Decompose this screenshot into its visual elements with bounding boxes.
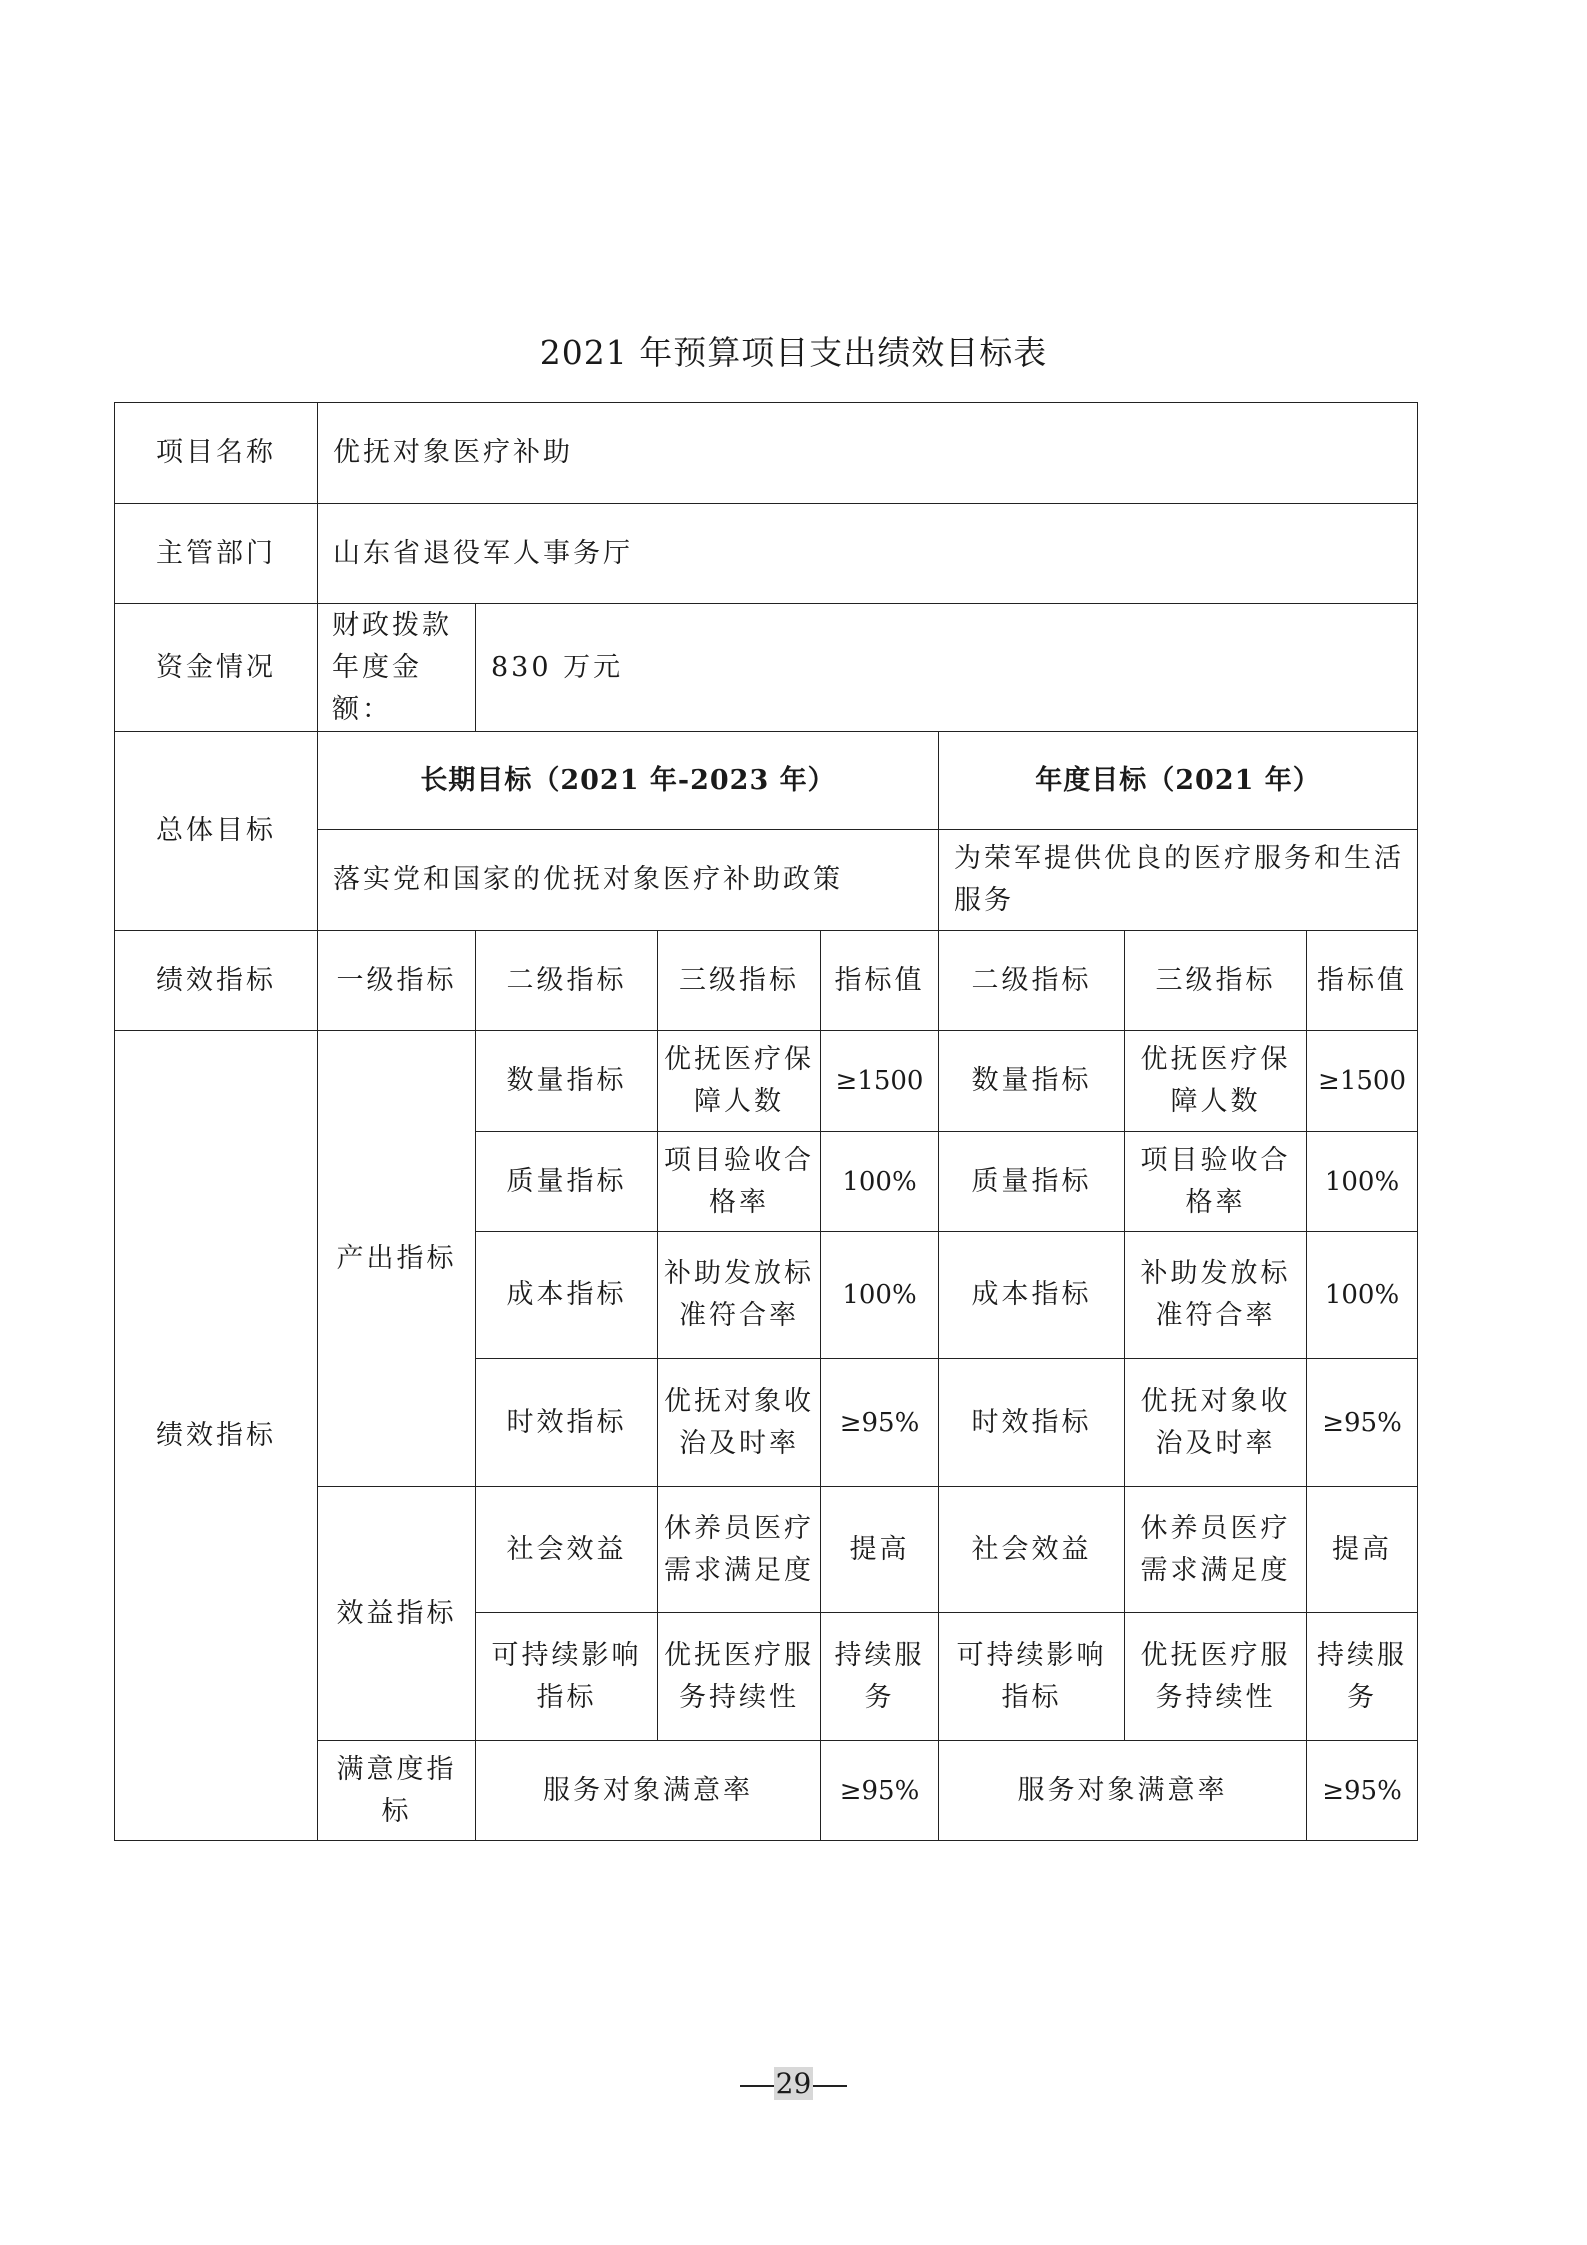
value-cell-annual: ≥95% — [1307, 1359, 1418, 1487]
level3-cell-annual: 优抚对象收治及时率 — [1125, 1359, 1307, 1487]
benefit-indicator-label: 效益指标 — [318, 1487, 476, 1741]
overall-goal-label: 总体目标 — [115, 732, 318, 931]
level2-cell-annual: 社会效益 — [939, 1487, 1125, 1613]
satisfaction-value: ≥95% — [821, 1741, 939, 1841]
value-cell-annual: 提高 — [1307, 1487, 1418, 1613]
level3-cell: 优抚医疗服务持续性 — [658, 1613, 821, 1741]
value-cell: 100% — [821, 1232, 939, 1359]
level1-header: 一级指标 — [318, 931, 476, 1031]
value-cell: 提高 — [821, 1487, 939, 1613]
page-title: 2021 年预算项目支出绩效目标表 — [539, 333, 1048, 372]
footer-dash-left — [740, 2085, 774, 2087]
level2-cell: 可持续影响指标 — [476, 1613, 658, 1741]
level2-cell-annual: 可持续影响指标 — [939, 1613, 1125, 1741]
value-cell: ≥1500 — [821, 1031, 939, 1132]
level2-header-annual: 二级指标 — [939, 931, 1125, 1031]
page-number: 29 — [775, 2067, 812, 2100]
annual-goal-text: 为荣军提供优良的医疗服务和生活服务 — [939, 830, 1418, 931]
page-footer — [0, 2066, 1587, 2102]
indicator-header-label: 绩效指标 — [115, 931, 318, 1031]
level3-cell: 补助发放标准符合率 — [658, 1232, 821, 1359]
level2-cell-annual: 质量指标 — [939, 1132, 1125, 1232]
level2-cell-annual: 数量指标 — [939, 1031, 1125, 1132]
annual-goal-header: 年度目标（2021 年） — [939, 732, 1418, 830]
level3-cell-annual: 休养员医疗需求满足度 — [1125, 1487, 1307, 1613]
footer-dash-right — [813, 2085, 847, 2087]
funding-value: 830 万元 — [476, 604, 1418, 732]
level2-cell-annual: 成本指标 — [939, 1232, 1125, 1359]
satisfaction-value-annual: ≥95% — [1307, 1741, 1418, 1841]
level3-cell-annual: 优抚医疗服务持续性 — [1125, 1613, 1307, 1741]
level2-cell: 时效指标 — [476, 1359, 658, 1487]
funding-label: 资金情况 — [115, 604, 318, 732]
level3-cell-annual: 补助发放标准符合率 — [1125, 1232, 1307, 1359]
value-cell: 100% — [821, 1132, 939, 1232]
level3-cell: 休养员医疗需求满足度 — [658, 1487, 821, 1613]
indicators-label: 绩效指标 — [115, 1031, 318, 1841]
funding-sublabel: 财政拨款年度金额： — [318, 604, 476, 732]
output-indicator-label: 产出指标 — [318, 1031, 476, 1487]
project-name-value: 优抚对象医疗补助 — [318, 403, 1418, 504]
department-value: 山东省退役军人事务厅 — [318, 504, 1418, 604]
level3-cell: 优抚医疗保障人数 — [658, 1031, 821, 1132]
level2-cell: 数量指标 — [476, 1031, 658, 1132]
value-cell-annual: 持续服务 — [1307, 1613, 1418, 1741]
satisfaction-metric-annual: 服务对象满意率 — [939, 1741, 1307, 1841]
value-header: 指标值 — [821, 931, 939, 1031]
performance-target-table — [114, 402, 1418, 1841]
value-cell-annual: 100% — [1307, 1132, 1418, 1232]
department-label: 主管部门 — [115, 504, 318, 604]
satisfaction-metric: 服务对象满意率 — [476, 1741, 821, 1841]
long-term-goal-text: 落实党和国家的优抚对象医疗补助政策 — [318, 830, 939, 931]
level3-cell-annual: 优抚医疗保障人数 — [1125, 1031, 1307, 1132]
level3-cell-annual: 项目验收合格率 — [1125, 1132, 1307, 1232]
level2-cell-annual: 时效指标 — [939, 1359, 1125, 1487]
value-header-annual: 指标值 — [1307, 931, 1418, 1031]
satisfaction-indicator-label: 满意度指标 — [318, 1741, 476, 1841]
value-cell-annual: ≥1500 — [1307, 1031, 1418, 1132]
level3-cell: 优抚对象收治及时率 — [658, 1359, 821, 1487]
level2-header: 二级指标 — [476, 931, 658, 1031]
value-cell: ≥95% — [821, 1359, 939, 1487]
value-cell-annual: 100% — [1307, 1232, 1418, 1359]
project-name-label: 项目名称 — [115, 403, 318, 504]
level2-cell: 社会效益 — [476, 1487, 658, 1613]
level3-cell: 项目验收合格率 — [658, 1132, 821, 1232]
level2-cell: 质量指标 — [476, 1132, 658, 1232]
value-cell: 持续服务 — [821, 1613, 939, 1741]
long-term-goal-header: 长期目标（2021 年-2023 年） — [318, 732, 939, 830]
level3-header-annual: 三级指标 — [1125, 931, 1307, 1031]
level2-cell: 成本指标 — [476, 1232, 658, 1359]
level3-header: 三级指标 — [658, 931, 821, 1031]
